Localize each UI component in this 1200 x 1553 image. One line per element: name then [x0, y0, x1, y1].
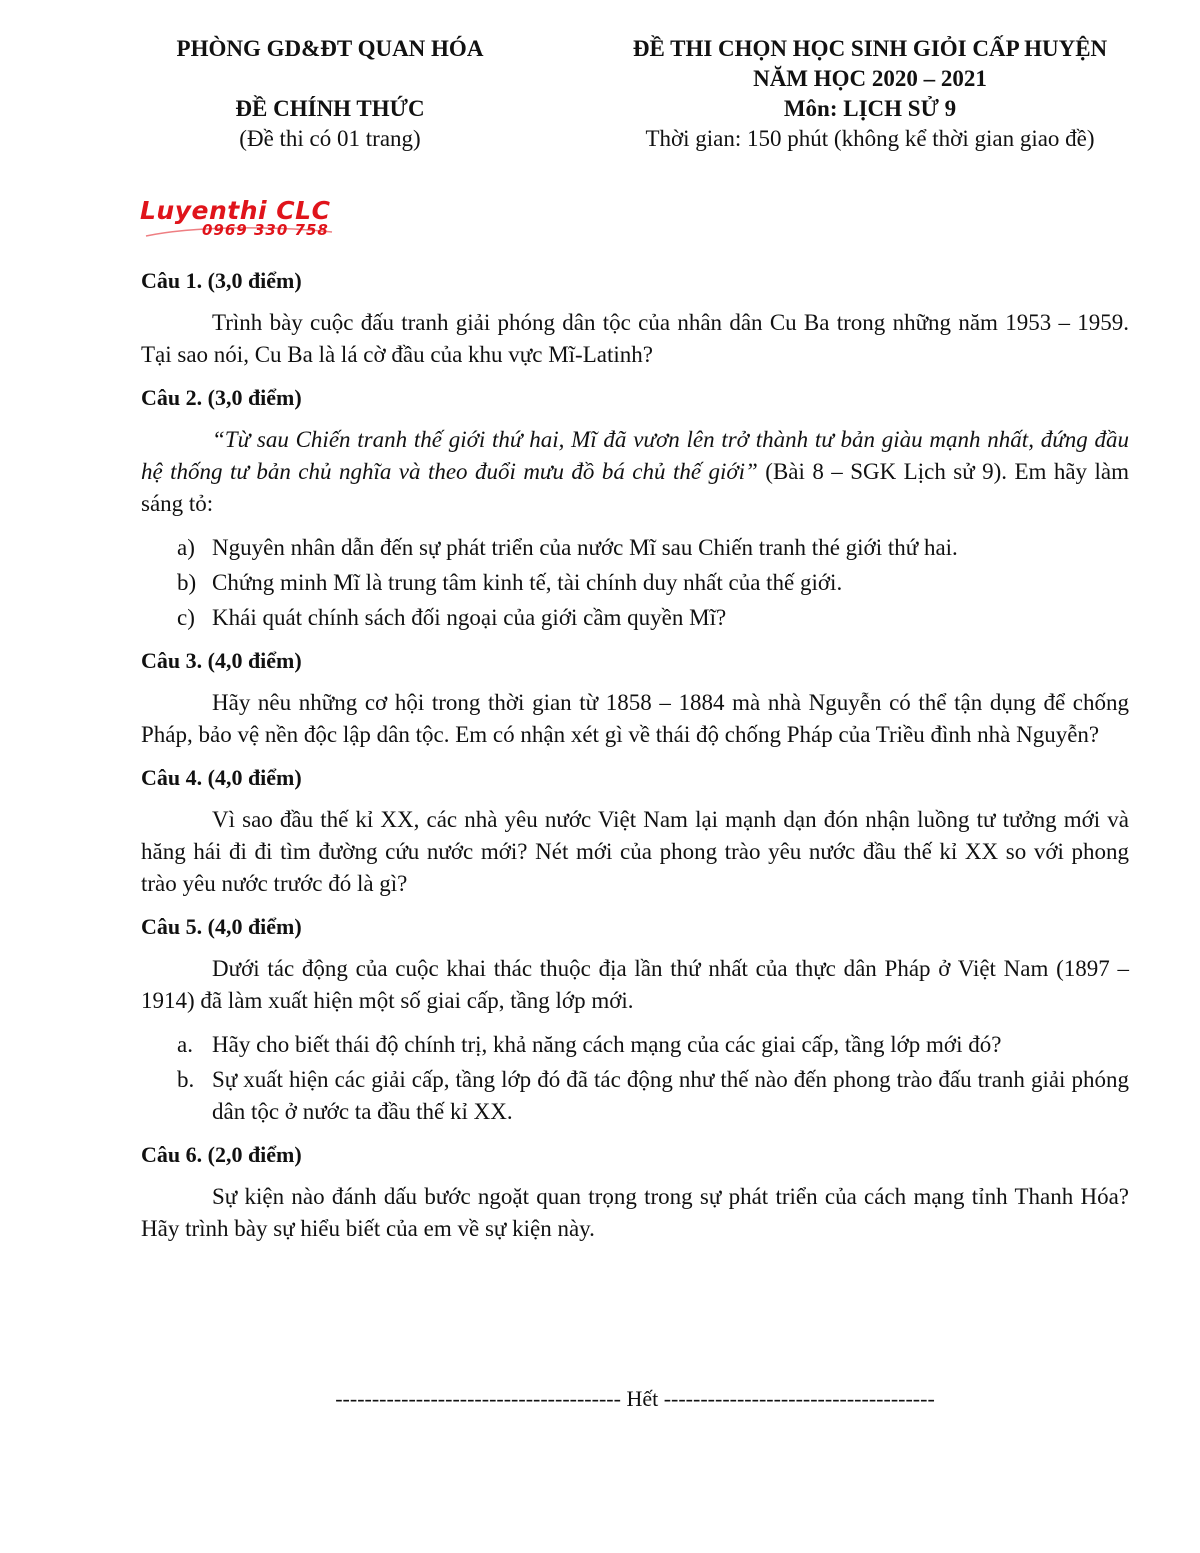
question-title: Câu 4. (4,0 điểm)	[141, 765, 302, 790]
school-year: NĂM HỌC 2020 – 2021	[753, 66, 987, 91]
question-1	[141, 266, 1129, 371]
list-item-text: Khái quát chính sách đối ngoại của giới cầm quyền Mĩ?	[212, 605, 727, 630]
list-item	[141, 567, 1129, 599]
logo-phone: 0969 330 758	[202, 221, 329, 239]
question-title: Câu 2. (3,0 điểm)	[141, 385, 302, 410]
question-3	[141, 646, 1129, 751]
question-text: Vì sao đầu thế kỉ XX, các nhà yêu nước Việt Nam lại mạnh dạn đón nhận luồng tư tưởng mới và hăng hái đi đi tìm đường cứu nước mới? Nét mới của phong trào yêu nước đầu thế kỉ XX so với phong trào yêu nước trước đó là gì?	[141, 807, 1129, 896]
question-quote: “Từ sau Chiến tranh thế giới thứ hai, Mĩ đã vươn lên trở thành tư bản giàu mạnh nhất, đứng đầu hệ thống tư bản chủ nghĩa và theo đuổi mưu đồ bá chủ thế giới”	[141, 427, 1129, 484]
header-left	[120, 34, 540, 154]
brand-logo	[140, 196, 370, 250]
question-text: Dưới tác động của cuộc khai thác thuộc địa lần thứ nhất của thực dân Pháp ở Việt Nam (1897 – 1914) đã làm xuất hiện một số giai cấp, tầng lớp mới.	[141, 956, 1129, 1013]
sub-question-list	[141, 1029, 1129, 1128]
list-marker: b)	[177, 570, 197, 595]
question-title: Câu 6. (2,0 điểm)	[141, 1142, 302, 1167]
question-text: Trình bày cuộc đấu tranh giải phóng dân tộc của nhân dân Cu Ba trong những năm 1953 – 1959. Tại sao nói, Cu Ba là lá cờ đầu của khu vực Mĩ-Latinh?	[141, 310, 1129, 367]
question-4	[141, 763, 1129, 900]
list-item-text: Nguyên nhân dẫn đến sự phát triển của nước Mĩ sau Chiến tranh thé giới thứ hai.	[212, 535, 958, 560]
exam-content	[141, 266, 1129, 1257]
header-right	[590, 34, 1150, 154]
question-title: Câu 3. (4,0 điểm)	[141, 648, 302, 673]
question-5	[141, 912, 1129, 1128]
list-item	[141, 532, 1129, 564]
question-title: Câu 5. (4,0 điểm)	[141, 914, 302, 939]
question-text: Sự kiện nào đánh dấu bước ngoặt quan trọng trong sự phát triển của cách mạng tỉnh Thanh Hóa? Hãy trình bày sự hiểu biết của em về sự kiện này.	[141, 1184, 1129, 1241]
exam-title: ĐỀ THI CHỌN HỌC SINH GIỎI CẤP HUYỆN	[632, 36, 1108, 61]
subject: Môn: LỊCH SỬ 9	[783, 96, 957, 121]
list-item	[141, 602, 1129, 634]
list-marker: a.	[177, 1032, 193, 1057]
logo-name: Luyenthi CLC	[140, 196, 331, 225]
list-item	[141, 1029, 1129, 1061]
list-marker: a)	[177, 535, 195, 560]
end-marker: --------------------------------------- Hết -------------------------------------	[335, 1386, 935, 1411]
list-marker: c)	[177, 605, 195, 630]
question-text: Hãy nêu những cơ hội trong thời gian từ 1858 – 1884 mà nhà Nguyễn có thể tận dụng để chống Pháp, bảo vệ nền độc lập dân tộc. Em có nhận xét gì về thái độ chống Pháp của Triều đình nhà Nguyễn?	[141, 690, 1129, 747]
official-label: ĐỀ CHÍNH THỨC	[235, 96, 425, 121]
list-item-text: Hãy cho biết thái độ chính trị, khả năng cách mạng của các giai cấp, tầng lớp mới đó?	[212, 1032, 1002, 1057]
duration: Thời gian: 150 phút (không kể thời gian giao đề)	[645, 126, 1095, 151]
pages-note: (Đề thi có 01 trang)	[239, 126, 421, 151]
question-text-after: (Bài 8 – SGK Lịch sử 9). Em hãy làm sáng tỏ:	[141, 459, 1129, 516]
department-name: PHÒNG GD&ĐT QUAN HÓA	[176, 36, 484, 61]
question-title: Câu 1. (3,0 điểm)	[141, 268, 302, 293]
list-marker: b.	[177, 1067, 195, 1092]
question-text	[141, 424, 1129, 520]
sub-question-list	[141, 532, 1129, 634]
list-item-text: Chứng minh Mĩ là trung tâm kinh tế, tài chính duy nhất của thế giới.	[212, 570, 843, 595]
question-6	[141, 1140, 1129, 1245]
question-2	[141, 383, 1129, 634]
list-item	[141, 1064, 1129, 1128]
list-item-text: Sự xuất hiện các giải cấp, tầng lớp đó đã tác động như thế nào đến phong trào đấu tranh giải phóng dân tộc ở nước ta đầu thế kỉ XX.	[212, 1067, 1129, 1124]
